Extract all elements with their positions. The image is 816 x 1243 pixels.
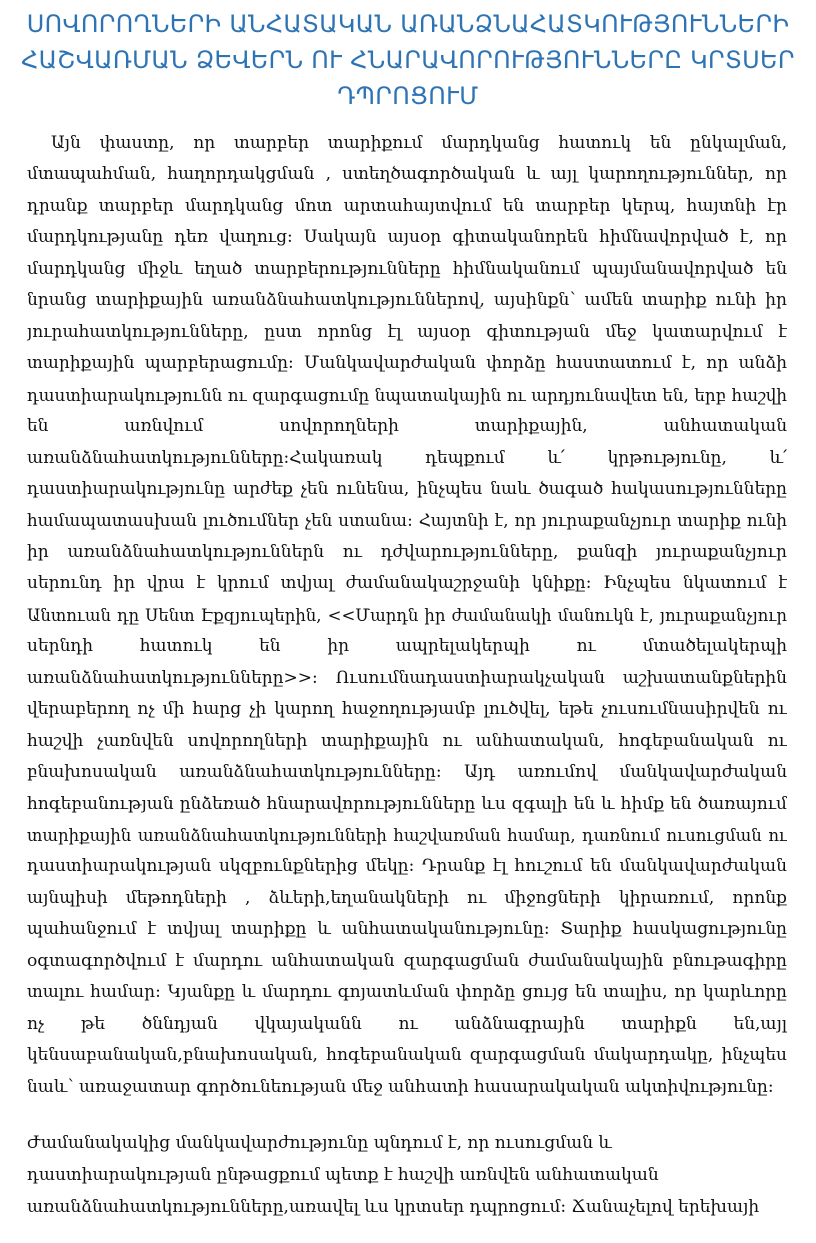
paragraph-line: հաշվի չառնվեն սովորողների տարիքային ու անհատական, հոգեբանական ու xyxy=(27,730,787,751)
paragraph-line: նաև՝ առաջատար գործունեության մեջ անհատի հասարակական ակտիվությունը: xyxy=(27,1076,774,1097)
paragraph-line: մտապահման, հաղորդակցման , ստեղծագործական և այլ կարողություններ, որ xyxy=(27,164,787,185)
document-title xyxy=(10,6,806,114)
paragraph-line: վերաբերող ոչ մի հարց չի կարող հաջողությամբ լուծվել, եթե չուսումնասիրվեն ու xyxy=(27,699,787,720)
paragraph-line: պահանջում է տվյալ տարիքը և անհատականությունը: Տարիք հասկացությունը xyxy=(27,919,787,940)
paragraph-line: իր առանձնահատկություններն ու դժվարությունները, քանզի յուրաքանչյուր xyxy=(27,541,787,562)
paragraph-line: Անտուան դը Սենտ Էքզյուպերին, <<Մարդն իր ժամանակի մանուկն է, յուրաքանչյուր xyxy=(27,605,787,625)
paragraph-line: դրանք տարբեր մարդկանց մոտ արտահայտվում են տարբեր կերպ, հայտնի էր xyxy=(27,195,787,216)
paragraph-line: առանձնահատկությունները:Հակառակ դեպքում և՛ կրթությունը, և՛ xyxy=(27,447,787,468)
paragraph-line: Այն փաստը, որ տարբեր տարիքում մարդկանց հատուկ են ընկալման, xyxy=(51,133,787,153)
paragraph-line: տարիքային առանձնահատկությունների հաշվառման համար, դառնում ուսուցման ու xyxy=(27,825,787,845)
paragraph-line: դաստիարակությունը արժեք չեն ունենա, ինչպես նաև ծագած հակասությունները xyxy=(27,478,787,499)
title-line: ԴՊՐՈՑՈՒՄ xyxy=(337,82,479,110)
paragraph-line: բնախոսական առանձնահատկությունները: Այդ առումով մանկավարժական xyxy=(27,762,787,783)
body-paragraph-1 xyxy=(27,128,787,1103)
paragraph-line: ոչ թե ծննդյան վկայականն ու անձնագրային տարիքն են,այլ xyxy=(27,1013,787,1034)
body-paragraph-2 xyxy=(27,1127,787,1223)
paragraph-line: մարդկությանը դեռ վաղուց: Սակայն այսօր գիտականորեն հիմնավորված է, որ xyxy=(27,227,787,248)
paragraph-line: այնպիսի մեթոդների , ձևերի,եղանակների ու միջոցների կիրառում, որոնք xyxy=(27,887,787,908)
title-line: ՍՈՎՈՐՈՂՆԵՐԻ ԱՆՀԱՏԱԿԱՆ ԱՌԱՆՁՆԱՀԱՏԿՈՒԹՅՈՒՆՆԵՐԻ xyxy=(26,10,790,38)
paragraph-line: սերունդ իր վրա է կրում տվյալ ժամանակաշրջանի կնիքը: Ինչպես նկատում է xyxy=(27,573,787,594)
paragraph-line: տարիքային պարբերացումը: Մանկավարժական փորձը հաստատում է, որ անձի xyxy=(27,353,787,374)
paragraph-line: կենսաբանական,բնախոսական, հոգեբանական զարգացման մակարդակը, ինչպես xyxy=(27,1045,787,1066)
paragraph-line: դաստիարակության ընթացքում պետք է հաշվի առնվեն անհատական xyxy=(27,1165,659,1185)
paragraph-line: առանձնահատկությունները,առավել ևս կրտսեր դպրոցում: Ճանաչելով երեխայի xyxy=(27,1197,760,1217)
paragraph-line: օգտագործվում է մարդու անհատական զարգացման ժամանակային բնութագիրը xyxy=(27,950,787,971)
paragraph-line: հոգեբանության ընձեռած հնարավորությունները ևս զգալի են և հիմք են ծառայում xyxy=(27,793,787,814)
paragraph-line: սերնդի հատուկ են իր ապրելակերպի ու մտածելակերպի xyxy=(27,636,787,657)
paragraph-line: դաստիարակությունն ու զարգացումը նպատակային ու արդյունավետ են, երբ հաշվի xyxy=(27,384,787,405)
paragraph-line: տալու համար: Կյանքը և մարդու գոյատևման փորձը ցույց են տալիս, որ կարևորը xyxy=(27,982,787,1003)
paragraph-line: դաստիարակության սկզբունքներից մեկը: Դրանք էլ հուշում են մանկավարժական xyxy=(27,856,787,877)
paragraph-line: նրանց տարիքային առանձնահատկություններով, այսինքն՝ ամեն տարիք ունի իր xyxy=(27,290,787,311)
paragraph-line: Ժամանակակից մանկավարժությունը պնդում է, որ ուսուցման և xyxy=(27,1133,612,1153)
paragraph-line: յուրահատկությունները, ըստ որոնց էլ այսօր գիտության մեջ կատարվում է xyxy=(27,321,787,342)
paragraph-line: են առնվում սովորողների տարիքային, անհատական xyxy=(27,416,787,437)
paragraph-line: առանձնահատկությունները>>: Ուսումնադաստիարակչական աշխատանքներին xyxy=(27,667,787,688)
paragraph-line: մարդկանց միջև եղած տարբերությունները հիմնականում պայմանավորված են xyxy=(27,258,787,279)
title-line: ՀԱՇՎԱՌՄԱՆ ՁԵՎԵՐՆ ՈՒ ՀՆԱՐԱՎՈՐՈՒԹՅՈՒՆՆԵՐԸ ԿՐՏՍԵՐ xyxy=(21,46,795,74)
paragraph-line: համապատասխան լուծումներ չեն ստանա: Հայտնի է, որ յուրաքանչյուր տարիք ունի xyxy=(27,510,787,531)
